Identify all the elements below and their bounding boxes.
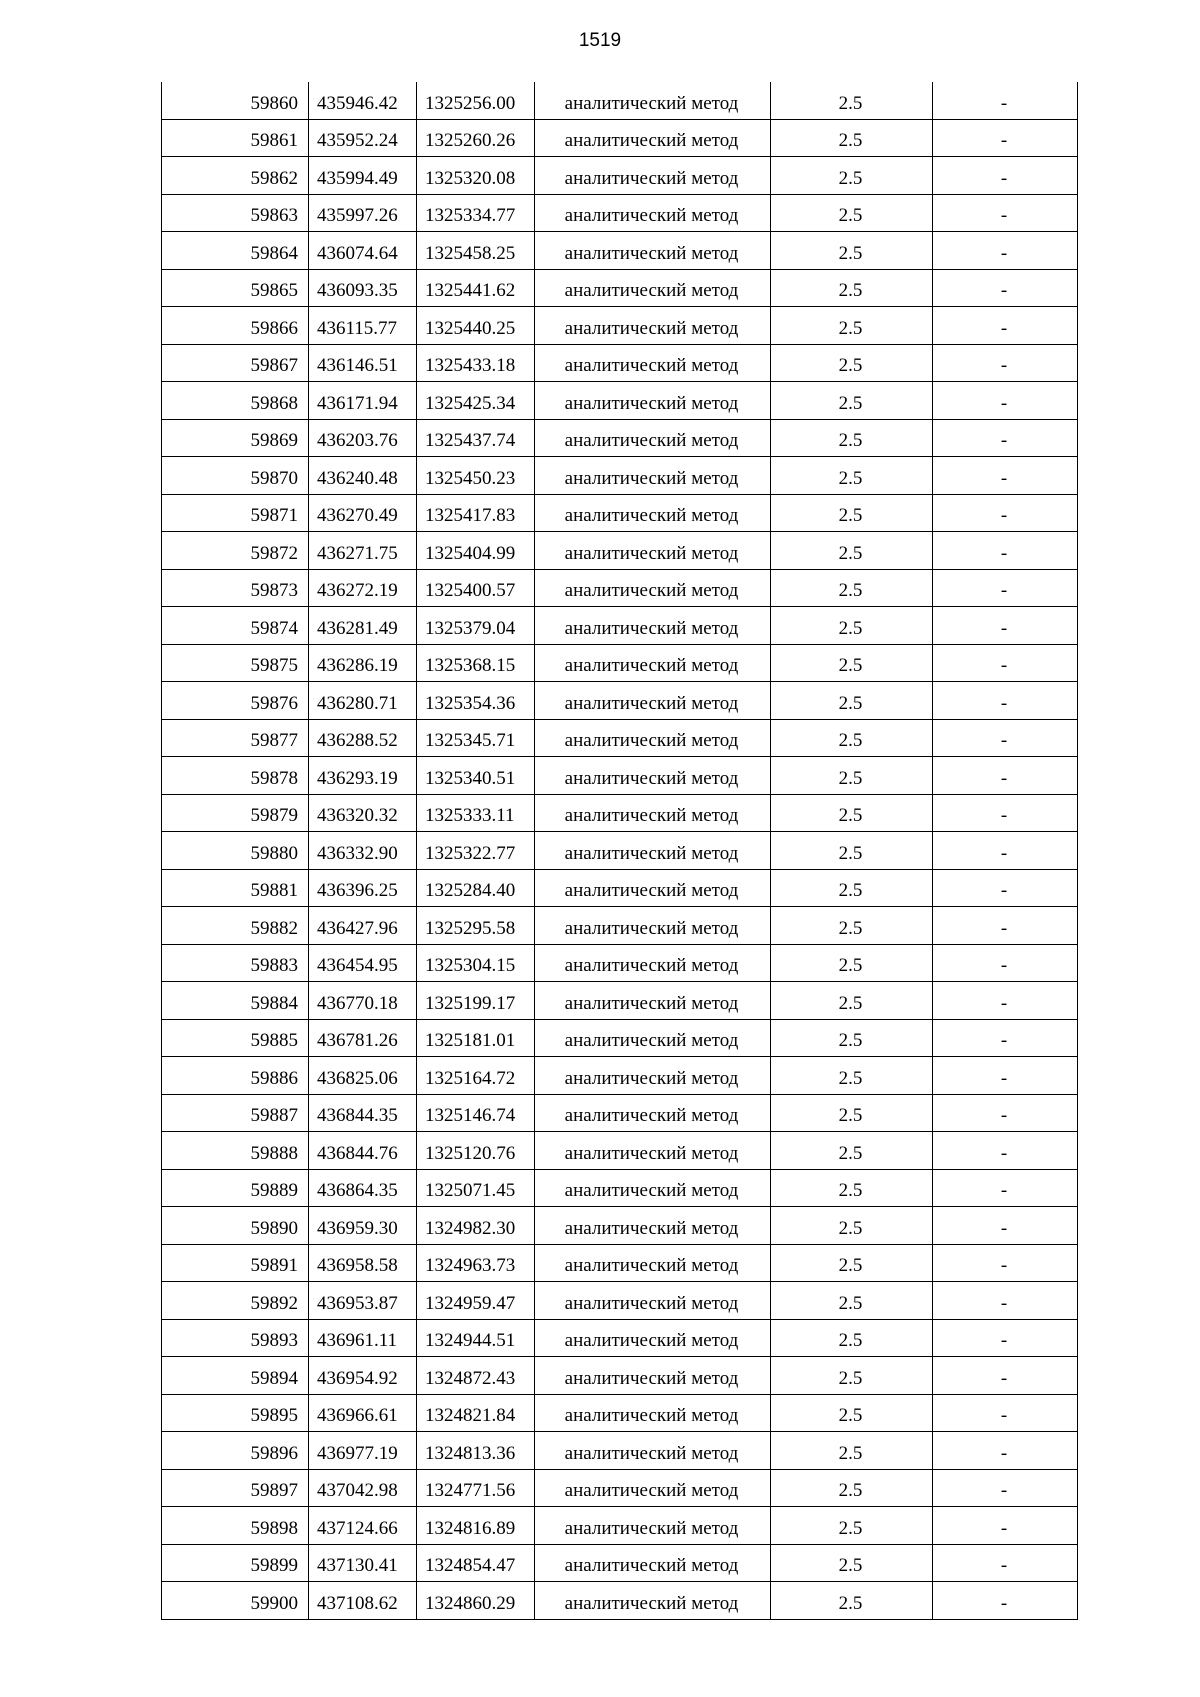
x-coordinate-cell: 436844.35 — [309, 1094, 417, 1132]
description-cell: - — [933, 1207, 1078, 1245]
point-number-cell: 59895 — [162, 1394, 309, 1432]
table-row — [162, 119, 1078, 157]
y-coordinate-cell: 1325345.71 — [417, 719, 535, 757]
y-coordinate-cell: 1325071.45 — [417, 1169, 535, 1207]
description-cell: - — [933, 1244, 1078, 1282]
x-coordinate-cell: 436825.06 — [309, 1057, 417, 1095]
description-cell: - — [933, 344, 1078, 382]
y-coordinate-cell: 1324816.89 — [417, 1507, 535, 1545]
point-number-cell: 59883 — [162, 944, 309, 982]
method-cell: аналитический метод — [535, 1057, 771, 1095]
y-coordinate-cell: 1325181.01 — [417, 1019, 535, 1057]
point-number-cell: 59880 — [162, 832, 309, 870]
accuracy-cell: 2.5 — [771, 1132, 933, 1170]
point-number-cell: 59889 — [162, 1169, 309, 1207]
x-coordinate-cell: 437042.98 — [309, 1469, 417, 1507]
point-number-cell: 59886 — [162, 1057, 309, 1095]
description-cell: - — [933, 494, 1078, 532]
accuracy-cell: 2.5 — [771, 982, 933, 1020]
point-number-cell: 59872 — [162, 532, 309, 570]
x-coordinate-cell: 436203.76 — [309, 419, 417, 457]
table-row — [162, 1507, 1078, 1545]
method-cell: аналитический метод — [535, 232, 771, 270]
point-number-cell: 59885 — [162, 1019, 309, 1057]
y-coordinate-cell: 1325425.34 — [417, 382, 535, 420]
method-cell: аналитический метод — [535, 982, 771, 1020]
accuracy-cell: 2.5 — [771, 1207, 933, 1245]
point-number-cell: 59893 — [162, 1319, 309, 1357]
x-coordinate-cell: 436286.19 — [309, 644, 417, 682]
description-cell: - — [933, 1432, 1078, 1470]
y-coordinate-cell: 1324813.36 — [417, 1432, 535, 1470]
description-cell: - — [933, 232, 1078, 270]
description-cell: - — [933, 307, 1078, 345]
accuracy-cell: 2.5 — [771, 232, 933, 270]
table-row — [162, 419, 1078, 457]
description-cell: - — [933, 1282, 1078, 1320]
description-cell: - — [933, 1469, 1078, 1507]
point-number-cell: 59871 — [162, 494, 309, 532]
accuracy-cell: 2.5 — [771, 944, 933, 982]
point-number-cell: 59875 — [162, 644, 309, 682]
method-cell: аналитический метод — [535, 1282, 771, 1320]
point-number-cell: 59891 — [162, 1244, 309, 1282]
method-cell: аналитический метод — [535, 1544, 771, 1582]
description-cell: - — [933, 682, 1078, 720]
accuracy-cell: 2.5 — [771, 82, 933, 119]
point-number-cell: 59894 — [162, 1357, 309, 1395]
table-row — [162, 644, 1078, 682]
point-number-cell: 59874 — [162, 607, 309, 645]
method-cell: аналитический метод — [535, 607, 771, 645]
description-cell: - — [933, 907, 1078, 945]
y-coordinate-cell: 1325334.77 — [417, 194, 535, 232]
x-coordinate-cell: 436280.71 — [309, 682, 417, 720]
point-number-cell: 59897 — [162, 1469, 309, 1507]
table-row — [162, 757, 1078, 795]
table-row — [162, 982, 1078, 1020]
accuracy-cell: 2.5 — [771, 607, 933, 645]
method-cell: аналитический метод — [535, 569, 771, 607]
description-cell: - — [933, 194, 1078, 232]
description-cell: - — [933, 757, 1078, 795]
table-row — [162, 307, 1078, 345]
method-cell: аналитический метод — [535, 1582, 771, 1620]
x-coordinate-cell: 436427.96 — [309, 907, 417, 945]
y-coordinate-cell: 1325260.26 — [417, 119, 535, 157]
table-row — [162, 1394, 1078, 1432]
coordinates-table-container — [161, 82, 1078, 1620]
accuracy-cell: 2.5 — [771, 1282, 933, 1320]
x-coordinate-cell: 436171.94 — [309, 382, 417, 420]
x-coordinate-cell: 436320.32 — [309, 794, 417, 832]
accuracy-cell: 2.5 — [771, 1507, 933, 1545]
table-row — [162, 944, 1078, 982]
table-row — [162, 1057, 1078, 1095]
x-coordinate-cell: 437124.66 — [309, 1507, 417, 1545]
point-number-cell: 59881 — [162, 869, 309, 907]
y-coordinate-cell: 1325304.15 — [417, 944, 535, 982]
y-coordinate-cell: 1325199.17 — [417, 982, 535, 1020]
y-coordinate-cell: 1325437.74 — [417, 419, 535, 457]
x-coordinate-cell: 435997.26 — [309, 194, 417, 232]
method-cell: аналитический метод — [535, 1357, 771, 1395]
point-number-cell: 59873 — [162, 569, 309, 607]
table-row — [162, 1282, 1078, 1320]
method-cell: аналитический метод — [535, 1244, 771, 1282]
point-number-cell: 59861 — [162, 119, 309, 157]
table-body — [162, 82, 1078, 1619]
x-coordinate-cell: 436966.61 — [309, 1394, 417, 1432]
table-row — [162, 457, 1078, 495]
accuracy-cell: 2.5 — [771, 419, 933, 457]
x-coordinate-cell: 436959.30 — [309, 1207, 417, 1245]
x-coordinate-cell: 435952.24 — [309, 119, 417, 157]
description-cell: - — [933, 944, 1078, 982]
point-number-cell: 59879 — [162, 794, 309, 832]
table-row — [162, 1357, 1078, 1395]
method-cell: аналитический метод — [535, 194, 771, 232]
point-number-cell: 59898 — [162, 1507, 309, 1545]
y-coordinate-cell: 1325440.25 — [417, 307, 535, 345]
description-cell: - — [933, 1357, 1078, 1395]
y-coordinate-cell: 1325256.00 — [417, 82, 535, 119]
y-coordinate-cell: 1325322.77 — [417, 832, 535, 870]
accuracy-cell: 2.5 — [771, 307, 933, 345]
x-coordinate-cell: 436864.35 — [309, 1169, 417, 1207]
point-number-cell: 59862 — [162, 157, 309, 195]
accuracy-cell: 2.5 — [771, 1469, 933, 1507]
method-cell: аналитический метод — [535, 1432, 771, 1470]
point-number-cell: 59864 — [162, 232, 309, 270]
y-coordinate-cell: 1325340.51 — [417, 757, 535, 795]
point-number-cell: 59869 — [162, 419, 309, 457]
y-coordinate-cell: 1325146.74 — [417, 1094, 535, 1132]
description-cell: - — [933, 1394, 1078, 1432]
y-coordinate-cell: 1324982.30 — [417, 1207, 535, 1245]
method-cell: аналитический метод — [535, 307, 771, 345]
y-coordinate-cell: 1324872.43 — [417, 1357, 535, 1395]
method-cell: аналитический метод — [535, 1469, 771, 1507]
description-cell: - — [933, 794, 1078, 832]
accuracy-cell: 2.5 — [771, 532, 933, 570]
method-cell: аналитический метод — [535, 1019, 771, 1057]
point-number-cell: 59882 — [162, 907, 309, 945]
accuracy-cell: 2.5 — [771, 382, 933, 420]
y-coordinate-cell: 1325368.15 — [417, 644, 535, 682]
x-coordinate-cell: 436093.35 — [309, 269, 417, 307]
description-cell: - — [933, 569, 1078, 607]
accuracy-cell: 2.5 — [771, 344, 933, 382]
x-coordinate-cell: 436115.77 — [309, 307, 417, 345]
accuracy-cell: 2.5 — [771, 1057, 933, 1095]
y-coordinate-cell: 1325295.58 — [417, 907, 535, 945]
y-coordinate-cell: 1325320.08 — [417, 157, 535, 195]
table-row — [162, 157, 1078, 195]
description-cell: - — [933, 1057, 1078, 1095]
accuracy-cell: 2.5 — [771, 794, 933, 832]
y-coordinate-cell: 1325404.99 — [417, 532, 535, 570]
y-coordinate-cell: 1324854.47 — [417, 1544, 535, 1582]
point-number-cell: 59900 — [162, 1582, 309, 1620]
y-coordinate-cell: 1325379.04 — [417, 607, 535, 645]
table-row — [162, 1019, 1078, 1057]
description-cell: - — [933, 832, 1078, 870]
method-cell: аналитический метод — [535, 794, 771, 832]
table-row — [162, 232, 1078, 270]
accuracy-cell: 2.5 — [771, 644, 933, 682]
x-coordinate-cell: 436961.11 — [309, 1319, 417, 1357]
description-cell: - — [933, 82, 1078, 119]
table-row — [162, 1469, 1078, 1507]
method-cell: аналитический метод — [535, 269, 771, 307]
y-coordinate-cell: 1325354.36 — [417, 682, 535, 720]
table-row — [162, 382, 1078, 420]
point-number-cell: 59876 — [162, 682, 309, 720]
accuracy-cell: 2.5 — [771, 194, 933, 232]
accuracy-cell: 2.5 — [771, 907, 933, 945]
table-row — [162, 344, 1078, 382]
table-row — [162, 494, 1078, 532]
accuracy-cell: 2.5 — [771, 1169, 933, 1207]
table-row — [162, 1169, 1078, 1207]
y-coordinate-cell: 1324944.51 — [417, 1319, 535, 1357]
x-coordinate-cell: 436454.95 — [309, 944, 417, 982]
table-row — [162, 1544, 1078, 1582]
method-cell: аналитический метод — [535, 1394, 771, 1432]
y-coordinate-cell: 1325333.11 — [417, 794, 535, 832]
method-cell: аналитический метод — [535, 119, 771, 157]
method-cell: аналитический метод — [535, 832, 771, 870]
x-coordinate-cell: 436953.87 — [309, 1282, 417, 1320]
method-cell: аналитический метод — [535, 1094, 771, 1132]
point-number-cell: 59888 — [162, 1132, 309, 1170]
x-coordinate-cell: 436270.49 — [309, 494, 417, 532]
accuracy-cell: 2.5 — [771, 569, 933, 607]
method-cell: аналитический метод — [535, 1319, 771, 1357]
x-coordinate-cell: 436977.19 — [309, 1432, 417, 1470]
table-row — [162, 719, 1078, 757]
y-coordinate-cell: 1324860.29 — [417, 1582, 535, 1620]
x-coordinate-cell: 436288.52 — [309, 719, 417, 757]
accuracy-cell: 2.5 — [771, 1094, 933, 1132]
description-cell: - — [933, 719, 1078, 757]
x-coordinate-cell: 436293.19 — [309, 757, 417, 795]
x-coordinate-cell: 435994.49 — [309, 157, 417, 195]
point-number-cell: 59868 — [162, 382, 309, 420]
accuracy-cell: 2.5 — [771, 1394, 933, 1432]
table-row — [162, 794, 1078, 832]
point-number-cell: 59890 — [162, 1207, 309, 1245]
accuracy-cell: 2.5 — [771, 157, 933, 195]
table-row — [162, 1319, 1078, 1357]
accuracy-cell: 2.5 — [771, 1019, 933, 1057]
method-cell: аналитический метод — [535, 719, 771, 757]
method-cell: аналитический метод — [535, 157, 771, 195]
description-cell: - — [933, 644, 1078, 682]
y-coordinate-cell: 1324959.47 — [417, 1282, 535, 1320]
y-coordinate-cell: 1324771.56 — [417, 1469, 535, 1507]
accuracy-cell: 2.5 — [771, 719, 933, 757]
description-cell: - — [933, 532, 1078, 570]
x-coordinate-cell: 436074.64 — [309, 232, 417, 270]
y-coordinate-cell: 1325284.40 — [417, 869, 535, 907]
accuracy-cell: 2.5 — [771, 757, 933, 795]
x-coordinate-cell: 436958.58 — [309, 1244, 417, 1282]
method-cell: аналитический метод — [535, 682, 771, 720]
method-cell: аналитический метод — [535, 344, 771, 382]
method-cell: аналитический метод — [535, 1207, 771, 1245]
point-number-cell: 59860 — [162, 82, 309, 119]
y-coordinate-cell: 1325433.18 — [417, 344, 535, 382]
y-coordinate-cell: 1325417.83 — [417, 494, 535, 532]
y-coordinate-cell: 1325441.62 — [417, 269, 535, 307]
method-cell: аналитический метод — [535, 494, 771, 532]
accuracy-cell: 2.5 — [771, 1582, 933, 1620]
point-number-cell: 59867 — [162, 344, 309, 382]
x-coordinate-cell: 436770.18 — [309, 982, 417, 1020]
description-cell: - — [933, 1132, 1078, 1170]
x-coordinate-cell: 436272.19 — [309, 569, 417, 607]
method-cell: аналитический метод — [535, 419, 771, 457]
table-row — [162, 1582, 1078, 1620]
point-number-cell: 59884 — [162, 982, 309, 1020]
y-coordinate-cell: 1325164.72 — [417, 1057, 535, 1095]
point-number-cell: 59878 — [162, 757, 309, 795]
description-cell: - — [933, 869, 1078, 907]
table-row — [162, 869, 1078, 907]
description-cell: - — [933, 382, 1078, 420]
point-number-cell: 59892 — [162, 1282, 309, 1320]
method-cell: аналитический метод — [535, 532, 771, 570]
accuracy-cell: 2.5 — [771, 119, 933, 157]
x-coordinate-cell: 436781.26 — [309, 1019, 417, 1057]
table-row — [162, 82, 1078, 119]
x-coordinate-cell: 436332.90 — [309, 832, 417, 870]
point-number-cell: 59887 — [162, 1094, 309, 1132]
x-coordinate-cell: 436240.48 — [309, 457, 417, 495]
y-coordinate-cell: 1325120.76 — [417, 1132, 535, 1170]
accuracy-cell: 2.5 — [771, 494, 933, 532]
accuracy-cell: 2.5 — [771, 1357, 933, 1395]
table-row — [162, 832, 1078, 870]
method-cell: аналитический метод — [535, 907, 771, 945]
table-row — [162, 532, 1078, 570]
accuracy-cell: 2.5 — [771, 682, 933, 720]
description-cell: - — [933, 1544, 1078, 1582]
table-row — [162, 1244, 1078, 1282]
method-cell: аналитический метод — [535, 1169, 771, 1207]
y-coordinate-cell: 1325450.23 — [417, 457, 535, 495]
point-number-cell: 59899 — [162, 1544, 309, 1582]
x-coordinate-cell: 436844.76 — [309, 1132, 417, 1170]
accuracy-cell: 2.5 — [771, 869, 933, 907]
description-cell: - — [933, 1169, 1078, 1207]
x-coordinate-cell: 436271.75 — [309, 532, 417, 570]
description-cell: - — [933, 1582, 1078, 1620]
accuracy-cell: 2.5 — [771, 832, 933, 870]
table-row — [162, 194, 1078, 232]
page-number: 1519 — [578, 30, 622, 51]
description-cell: - — [933, 982, 1078, 1020]
accuracy-cell: 2.5 — [771, 1544, 933, 1582]
table-row — [162, 682, 1078, 720]
point-number-cell: 59896 — [162, 1432, 309, 1470]
method-cell: аналитический метод — [535, 644, 771, 682]
x-coordinate-cell: 436146.51 — [309, 344, 417, 382]
table-row — [162, 607, 1078, 645]
table-row — [162, 1094, 1078, 1132]
x-coordinate-cell: 436281.49 — [309, 607, 417, 645]
y-coordinate-cell: 1325400.57 — [417, 569, 535, 607]
method-cell: аналитический метод — [535, 1132, 771, 1170]
x-coordinate-cell: 437108.62 — [309, 1582, 417, 1620]
method-cell: аналитический метод — [535, 944, 771, 982]
description-cell: - — [933, 1319, 1078, 1357]
method-cell: аналитический метод — [535, 1507, 771, 1545]
y-coordinate-cell: 1324963.73 — [417, 1244, 535, 1282]
accuracy-cell: 2.5 — [771, 269, 933, 307]
point-number-cell: 59877 — [162, 719, 309, 757]
accuracy-cell: 2.5 — [771, 457, 933, 495]
y-coordinate-cell: 1325458.25 — [417, 232, 535, 270]
method-cell: аналитический метод — [535, 457, 771, 495]
x-coordinate-cell: 435946.42 — [309, 82, 417, 119]
x-coordinate-cell: 437130.41 — [309, 1544, 417, 1582]
description-cell: - — [933, 1019, 1078, 1057]
point-number-cell: 59870 — [162, 457, 309, 495]
method-cell: аналитический метод — [535, 757, 771, 795]
table-row — [162, 1432, 1078, 1470]
method-cell: аналитический метод — [535, 82, 771, 119]
description-cell: - — [933, 269, 1078, 307]
point-number-cell: 59866 — [162, 307, 309, 345]
description-cell: - — [933, 607, 1078, 645]
description-cell: - — [933, 119, 1078, 157]
description-cell: - — [933, 457, 1078, 495]
description-cell: - — [933, 1507, 1078, 1545]
table-row — [162, 269, 1078, 307]
accuracy-cell: 2.5 — [771, 1432, 933, 1470]
point-number-cell: 59863 — [162, 194, 309, 232]
accuracy-cell: 2.5 — [771, 1244, 933, 1282]
y-coordinate-cell: 1324821.84 — [417, 1394, 535, 1432]
table-row — [162, 907, 1078, 945]
description-cell: - — [933, 157, 1078, 195]
description-cell: - — [933, 1094, 1078, 1132]
description-cell: - — [933, 419, 1078, 457]
coordinates-table — [161, 82, 1078, 1620]
x-coordinate-cell: 436954.92 — [309, 1357, 417, 1395]
table-row — [162, 569, 1078, 607]
method-cell: аналитический метод — [535, 382, 771, 420]
point-number-cell: 59865 — [162, 269, 309, 307]
accuracy-cell: 2.5 — [771, 1319, 933, 1357]
method-cell: аналитический метод — [535, 869, 771, 907]
table-row — [162, 1207, 1078, 1245]
table-row — [162, 1132, 1078, 1170]
x-coordinate-cell: 436396.25 — [309, 869, 417, 907]
